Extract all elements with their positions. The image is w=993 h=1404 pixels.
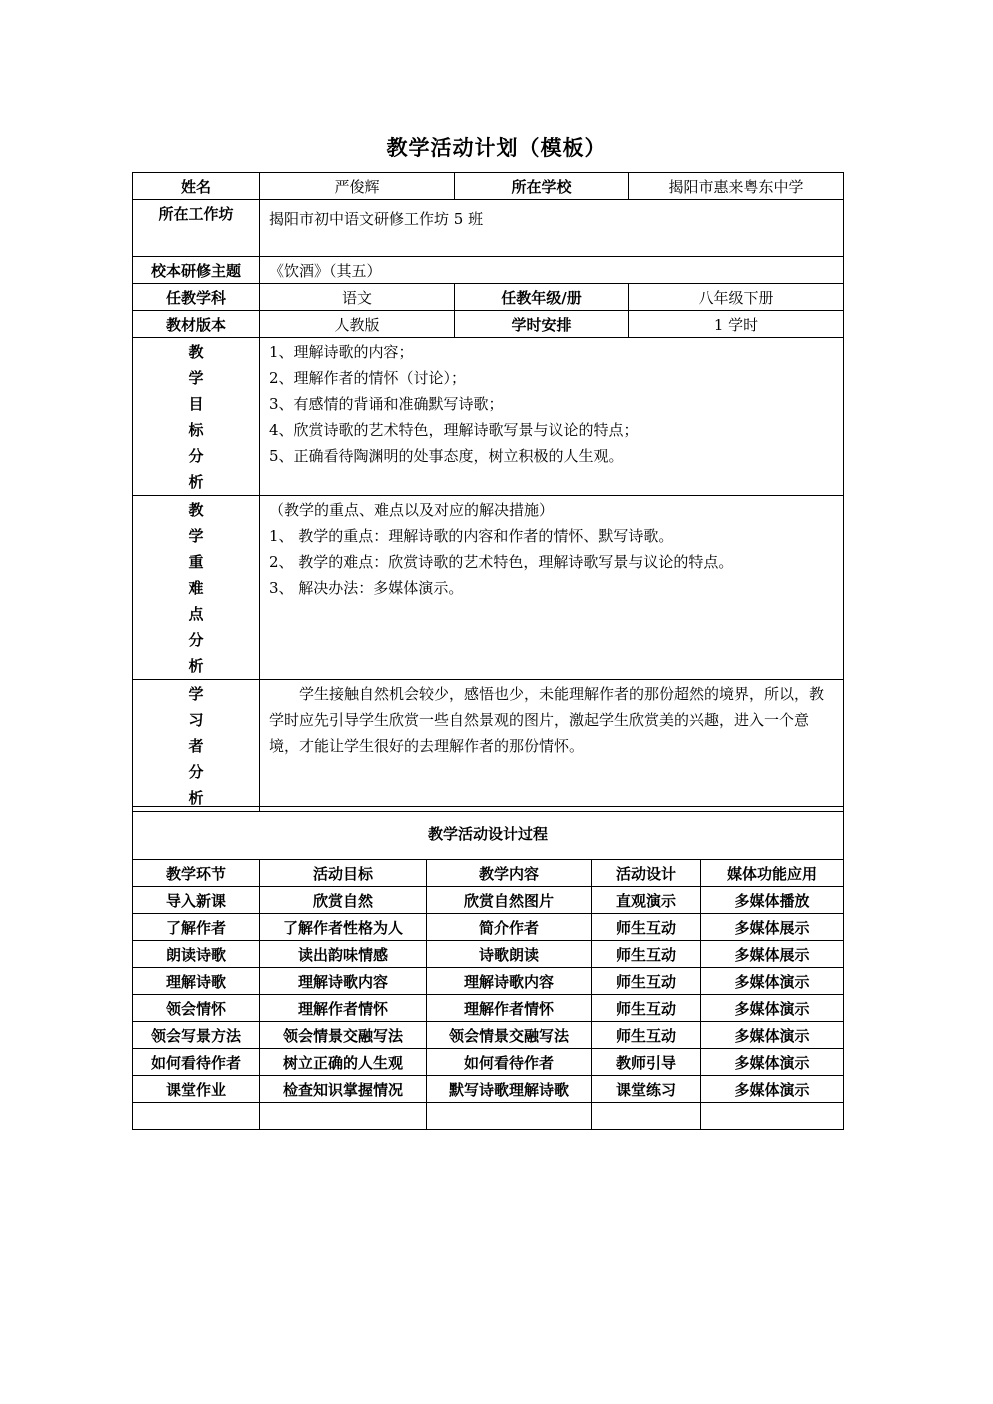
table-row xyxy=(133,995,844,1022)
cell-design: 师生互动 xyxy=(592,968,701,995)
goals-label-char: 教 xyxy=(188,343,204,361)
process-body xyxy=(133,887,844,1130)
cell-design: 直观演示 xyxy=(592,887,701,914)
header-design: 活动设计 xyxy=(592,860,701,887)
goal-item: 4、欣赏诗歌的艺术特色，理解诗歌写景与议论的特点； xyxy=(269,421,639,439)
key-point-item: （教学的重点、难点以及对应的解决措施） xyxy=(269,501,555,519)
table-row xyxy=(133,968,844,995)
cell-stage: 导入新课 xyxy=(133,887,260,914)
key-points-label-char: 分 xyxy=(188,631,204,649)
subject-value: 语文 xyxy=(260,284,455,311)
process-title: 教学活动设计过程 xyxy=(133,807,844,860)
goals-content xyxy=(260,338,844,496)
cell-stage: 领会写景方法 xyxy=(133,1022,260,1049)
goals-section xyxy=(133,338,844,496)
goal-item: 5、正确看待陶渊明的处事态度，树立积极的人生观。 xyxy=(269,447,624,465)
learners-label-char: 习 xyxy=(188,711,204,729)
table-row xyxy=(133,914,844,941)
cell-content: 理解诗歌内容 xyxy=(427,968,592,995)
document-title: 教学活动计划（模板） xyxy=(386,135,607,160)
cell-content: 诗歌朗读 xyxy=(427,941,592,968)
info-row-subject xyxy=(133,284,844,311)
key-points-content xyxy=(260,496,844,680)
cell-media: 多媒体展示 xyxy=(701,941,844,968)
school-value: 揭阳市惠来粤东中学 xyxy=(629,173,844,200)
table-row xyxy=(133,1076,844,1103)
info-row-workshop xyxy=(133,200,844,257)
cell-media: 多媒体演示 xyxy=(701,968,844,995)
header-media: 媒体功能应用 xyxy=(701,860,844,887)
goals-label-char: 目 xyxy=(188,395,204,413)
cell-stage: 领会情怀 xyxy=(133,995,260,1022)
cell-goal xyxy=(260,1103,427,1130)
goal-item: 3、有感情的背诵和准确默写诗歌； xyxy=(269,395,504,413)
cell-stage: 了解作者 xyxy=(133,914,260,941)
learners-label-char: 析 xyxy=(188,789,204,807)
cell-content: 简介作者 xyxy=(427,914,592,941)
hours-value: 1 学时 xyxy=(629,311,844,338)
cell-goal: 了解作者性格为人 xyxy=(260,914,427,941)
cell-goal: 读出韵味情感 xyxy=(260,941,427,968)
goals-label-char: 标 xyxy=(188,421,204,439)
grade-value: 八年级下册 xyxy=(629,284,844,311)
school-label: 所在学校 xyxy=(455,173,629,200)
cell-content: 欣赏自然图片 xyxy=(427,887,592,914)
cell-design: 师生互动 xyxy=(592,941,701,968)
key-points-label-char: 教 xyxy=(188,501,204,519)
key-points-label-char: 析 xyxy=(188,657,204,675)
goal-item: 2、理解作者的情怀（讨论）； xyxy=(269,369,467,387)
cell-content: 如何看待作者 xyxy=(427,1049,592,1076)
goals-label xyxy=(133,338,260,496)
table-row xyxy=(133,887,844,914)
goal-item: 1、理解诗歌的内容； xyxy=(269,343,414,361)
cell-design: 师生互动 xyxy=(592,914,701,941)
cell-media: 多媒体展示 xyxy=(701,914,844,941)
cell-content xyxy=(427,1103,592,1130)
cell-design xyxy=(592,1103,701,1130)
header-content: 教学内容 xyxy=(427,860,592,887)
cell-goal: 理解作者情怀 xyxy=(260,995,427,1022)
cell-media: 多媒体演示 xyxy=(701,995,844,1022)
cell-goal: 理解诗歌内容 xyxy=(260,968,427,995)
cell-media: 多媒体演示 xyxy=(701,1049,844,1076)
key-points-section xyxy=(133,496,844,680)
learners-section xyxy=(133,680,844,812)
cell-content: 领会情景交融写法 xyxy=(427,1022,592,1049)
plan-info-table xyxy=(132,172,844,812)
key-points-label-char: 学 xyxy=(188,527,204,545)
key-point-item: 3、 解决办法：多媒体演示。 xyxy=(269,579,464,597)
table-row xyxy=(133,1049,844,1076)
key-points-label-char: 点 xyxy=(188,605,204,623)
learners-label xyxy=(133,680,260,812)
process-header-row xyxy=(133,860,844,887)
info-row-topic xyxy=(133,257,844,284)
key-point-item: 1、 教学的重点：理解诗歌的内容和作者的情怀、默写诗歌。 xyxy=(269,527,674,545)
key-points-label-char: 难 xyxy=(188,579,204,597)
cell-stage xyxy=(133,1103,260,1130)
process-title-row xyxy=(133,807,844,860)
key-points-label xyxy=(133,496,260,680)
cell-design: 教师引导 xyxy=(592,1049,701,1076)
cell-goal: 欣赏自然 xyxy=(260,887,427,914)
info-row-name xyxy=(133,173,844,200)
cell-design: 师生互动 xyxy=(592,995,701,1022)
key-points-label-char: 重 xyxy=(188,553,204,571)
cell-media: 多媒体演示 xyxy=(701,1076,844,1103)
cell-goal: 领会情景交融写法 xyxy=(260,1022,427,1049)
topic-value: 《饮酒》（其五） xyxy=(260,257,844,284)
learners-label-char: 分 xyxy=(188,763,204,781)
cell-media xyxy=(701,1103,844,1130)
table-row xyxy=(133,1022,844,1049)
learners-label-char: 学 xyxy=(188,685,204,703)
name-value: 严俊辉 xyxy=(260,173,455,200)
cell-stage: 理解诗歌 xyxy=(133,968,260,995)
cell-goal: 树立正确的人生观 xyxy=(260,1049,427,1076)
learners-content: 学生接触自然机会较少，感悟也少，未能理解作者的那份超然的境界，所以，教学时应先引导学生欣赏一些自然景观的图片，激起学生欣赏美的兴趣，进入一个意境，才能让学生很好的去理解作者的那份情怀。 xyxy=(260,680,844,812)
cell-design: 课堂练习 xyxy=(592,1076,701,1103)
goals-label-char: 学 xyxy=(188,369,204,387)
workshop-value: 揭阳市初中语文研修工作坊 5 班 xyxy=(260,200,844,257)
cell-media: 多媒体播放 xyxy=(701,887,844,914)
cell-content: 理解作者情怀 xyxy=(427,995,592,1022)
cell-stage: 如何看待作者 xyxy=(133,1049,260,1076)
edition-value: 人教版 xyxy=(260,311,455,338)
cell-media: 多媒体演示 xyxy=(701,1022,844,1049)
cell-stage: 课堂作业 xyxy=(133,1076,260,1103)
goals-label-char: 析 xyxy=(188,473,204,491)
grade-label: 任教年级/册 xyxy=(455,284,629,311)
table-row xyxy=(133,941,844,968)
subject-label: 任教学科 xyxy=(133,284,260,311)
hours-label: 学时安排 xyxy=(455,311,629,338)
topic-label: 校本研修主题 xyxy=(133,257,260,284)
goals-label-char: 分 xyxy=(188,447,204,465)
cell-content: 默写诗歌理解诗歌 xyxy=(427,1076,592,1103)
table-row xyxy=(133,1103,844,1130)
process-table xyxy=(132,806,844,1130)
edition-label: 教材版本 xyxy=(133,311,260,338)
cell-goal: 检查知识掌握情况 xyxy=(260,1076,427,1103)
workshop-label: 所在工作坊 xyxy=(133,200,260,257)
key-point-item: 2、 教学的难点：欣赏诗歌的艺术特色，理解诗歌写景与议论的特点。 xyxy=(269,553,734,571)
header-goal: 活动目标 xyxy=(260,860,427,887)
cell-stage: 朗读诗歌 xyxy=(133,941,260,968)
header-stage: 教学环节 xyxy=(133,860,260,887)
info-row-edition xyxy=(133,311,844,338)
name-label: 姓名 xyxy=(133,173,260,200)
learners-label-char: 者 xyxy=(188,737,204,755)
cell-design: 师生互动 xyxy=(592,1022,701,1049)
